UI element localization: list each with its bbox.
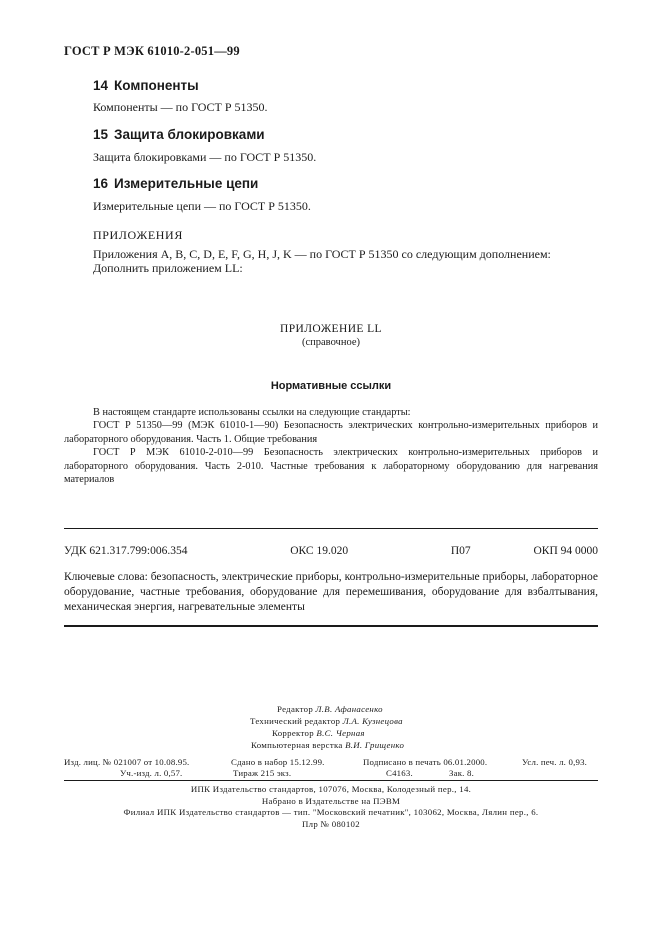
print-zak: Зак. 8. [449,768,474,778]
section-15-heading [93,127,265,142]
section-16-heading [93,176,258,191]
oks-code: ОКС 19.020 [290,545,349,557]
section-number: 15 [93,127,109,142]
section-15-text: Защита блокировками — по ГОСТ Р 51350. [93,150,317,164]
section-title: Компоненты [114,78,199,93]
publisher-line-2: Набрано в Издательстве на ПЭВМ [261,795,401,806]
credit-label: Компьютерная верстка [251,740,343,750]
credit-name: В.И. Грищенко [345,740,405,750]
credit-name: В.С. Черная [316,728,365,738]
udk-code: УДК 621.317.799:006.354 [64,545,188,557]
appendices-heading: ПРИЛОЖЕНИЯ [93,228,183,242]
credit-layout [251,740,404,750]
divider-top [64,528,598,529]
document-code-header: ГОСТ Р МЭК 61010-2-051—99 [64,44,240,58]
appendices-line-1: Приложения A, B, C, D, E, F, G, H, J, K — по ГОСТ Р 51350 со следующим дополнением: [93,247,551,261]
print-uch: Уч.-изд. л. 0,57. [120,768,183,778]
print-tirazh: Тираж 215 экз. [233,768,292,778]
print-usl: Усл. печ. л. 0,93. [522,757,588,767]
print-sent: Сдано в набор 15.12.99. [231,757,325,767]
okp-code: ОКП 94 0000 [533,545,598,557]
publisher-line-4: Плр № 080102 [302,818,360,829]
credit-label: Технический редактор [250,716,341,726]
p-code: П07 [450,545,471,557]
section-number: 16 [93,176,109,191]
credit-name: Л.А. Кузнецова [342,716,403,726]
publisher-block [64,784,598,830]
print-license: Изд. лиц. № 021007 от 10.08.95. [64,757,190,767]
refs-intro: В настоящем стандарте использованы ссылки на следующие стандарты: [93,407,411,418]
section-number: 14 [93,78,109,93]
section-title: Измерительные цепи [114,176,259,191]
divider-bottom [64,625,598,627]
section-14-text: Компоненты — по ГОСТ Р 51350. [93,100,268,114]
credit-label: Редактор [277,704,314,714]
keywords-text: Ключевые слова: безопасность, электрические приборы, контрольно-измерительные приборы, лабораторное оборудование, частные требования, оборудование для перемешивания, оборудование для взбалтывания, механическая энергия, нагревательные элементы [64,571,598,613]
section-16-text: Измерительные цепи — по ГОСТ Р 51350. [93,199,311,213]
publisher-line-3: Филиал ИПК Издательство стандартов — тип. "Московский печатник", 103062, Москва, Лялин пер., 6. [123,807,539,818]
ref-gost-61010-2-010: ГОСТ Р МЭК 61010-2-010—99 Безопасность электрических контрольно-измерительных приборов и лабораторного оборудования. Часть 2-010. Частные требования к лабораторному оборудованию для нагревания материалов [64,447,598,486]
print-order: С4163. [386,768,413,778]
appendices-line-2: Дополнить приложением LL: [93,261,243,275]
credit-corrector [272,728,365,738]
divider-imprint [64,780,598,781]
publisher-line-1: ИПК Издательство стандартов, 107076, Москва, Колодезный пер., 14. [190,784,472,794]
annex-subtitle: (справочное) [302,337,360,348]
section-14-heading [93,78,199,93]
credit-editor [277,704,383,714]
normative-refs-heading: Нормативные ссылки [270,380,392,392]
ref-gost-51350: ГОСТ Р 51350—99 (МЭК 61010-1—90) Безопасность электрических контрольно-измерительных приборов и лабораторного оборудования. Часть 1. Общие требования [64,420,598,445]
credit-tech-editor [250,716,403,726]
classification-row [64,545,598,557]
print-signed: Подписано в печать 06.01.2000. [363,757,488,767]
section-title: Защита блокировками [114,127,265,142]
credit-label: Корректор [272,728,314,738]
annex-title: ПРИЛОЖЕНИЕ LL [280,323,382,335]
normative-refs-block [64,406,598,486]
credit-name: Л.В. Афанасенко [315,704,383,714]
